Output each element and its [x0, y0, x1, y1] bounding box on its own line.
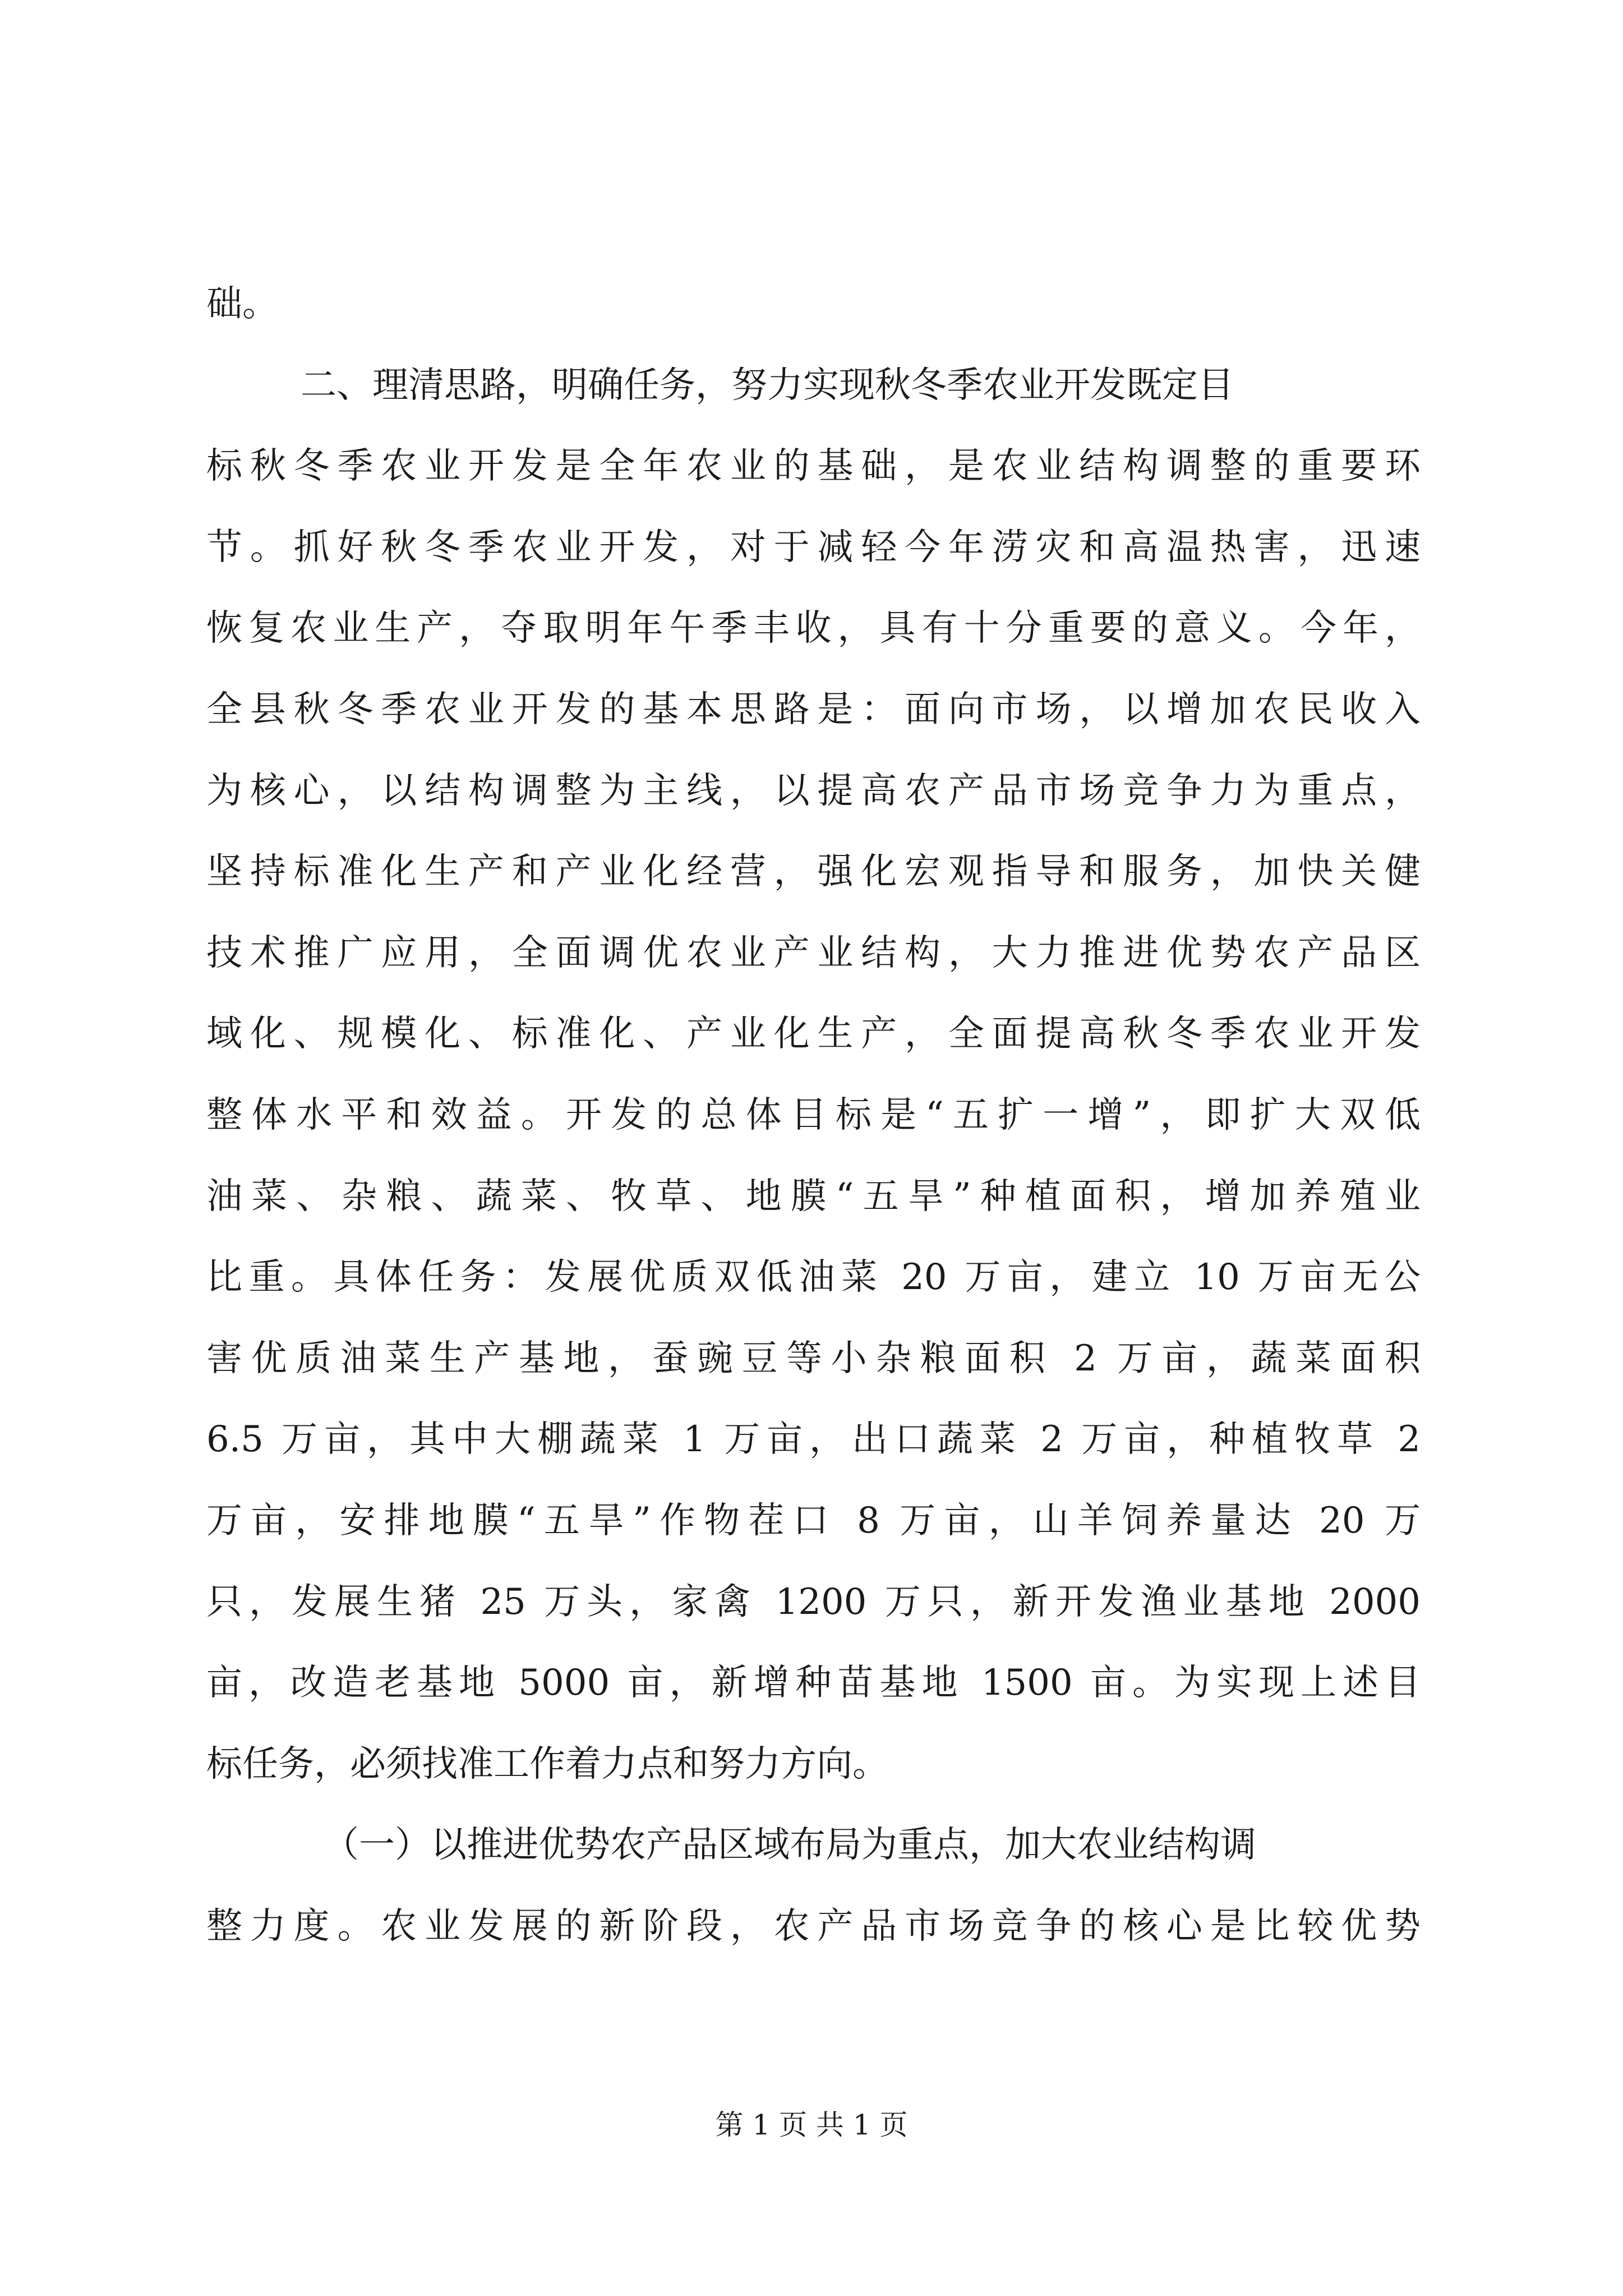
text-line: 为核心，以结构调整为主线，以提高农产品市场竞争力为重点，	[206, 770, 1421, 812]
page-number-footer: 第 1 页 共 1 页	[715, 2109, 908, 2141]
text-line: 恢复农业生产，夺取明年午季丰收，具有十分重要的意义。今年，	[206, 608, 1421, 650]
text-line: 标秋冬季农业开发是全年农业的基础，是农业结构调整的重要环	[206, 445, 1421, 487]
text-line: 整力度。农业发展的新阶段，农产品市场竞争的核心是比较优势	[206, 1905, 1421, 1947]
text-line: 害优质油菜生产基地，蚕豌豆等小杂粮面积 2 万亩，蔬菜面积	[206, 1337, 1421, 1379]
text-line: 础。	[206, 283, 278, 325]
paragraph-heading-line: 二、理清思路，明确任务，努力实现秋冬季农业开发既定目	[301, 364, 1234, 406]
text-line: 亩，改造老基地 5000 亩，新增种苗基地 1500 亩。为实现上述目	[206, 1662, 1421, 1704]
body-text	[206, 264, 1421, 1967]
text-line: 万亩，安排地膜“五旱”作物茬口 8 万亩，山羊饲养量达 20 万	[206, 1499, 1421, 1542]
text-line: 节。抓好秋冬季农业开发，对于减轻今年涝灾和高温热害，迅速	[206, 526, 1421, 568]
text-line: 6.5 万亩，其中大棚蔬菜 1 万亩，出口蔬菜 2 万亩，种植牧草 2	[206, 1419, 1421, 1461]
subsection-heading-line: （一）以推进优势农产品区域布局为重点，加大农业结构调	[323, 1824, 1256, 1866]
text-line: 技术推广应用，全面调优农业产业结构，大力推进优势农产品区	[206, 932, 1421, 974]
text-line: 整体水平和效益。开发的总体目标是“五扩一增”，即扩大双低	[206, 1094, 1421, 1136]
text-line: 坚持标准化生产和产业化经营，强化宏观指导和服务，加快关健	[206, 851, 1421, 893]
text-line: 只，发展生猪 25 万头，家禽 1200 万只，新开发渔业基地 2000	[206, 1581, 1421, 1623]
text-line: 全县秋冬季农业开发的基本思路是：面向市场，以增加农民收入	[206, 688, 1421, 730]
text-line: 比重。具体任务：发展优质双低油菜 20 万亩，建立 10 万亩无公	[206, 1257, 1421, 1299]
text-line: 域化、规模化、标准化、产业化生产，全面提高秋冬季农业开发	[206, 1013, 1421, 1055]
text-line: 标任务，必须找准工作着力点和努力方向。	[206, 1743, 888, 1785]
text-line: 油菜、杂粮、蔬菜、牧草、地膜“五旱”种植面积，增加养殖业	[206, 1175, 1421, 1217]
